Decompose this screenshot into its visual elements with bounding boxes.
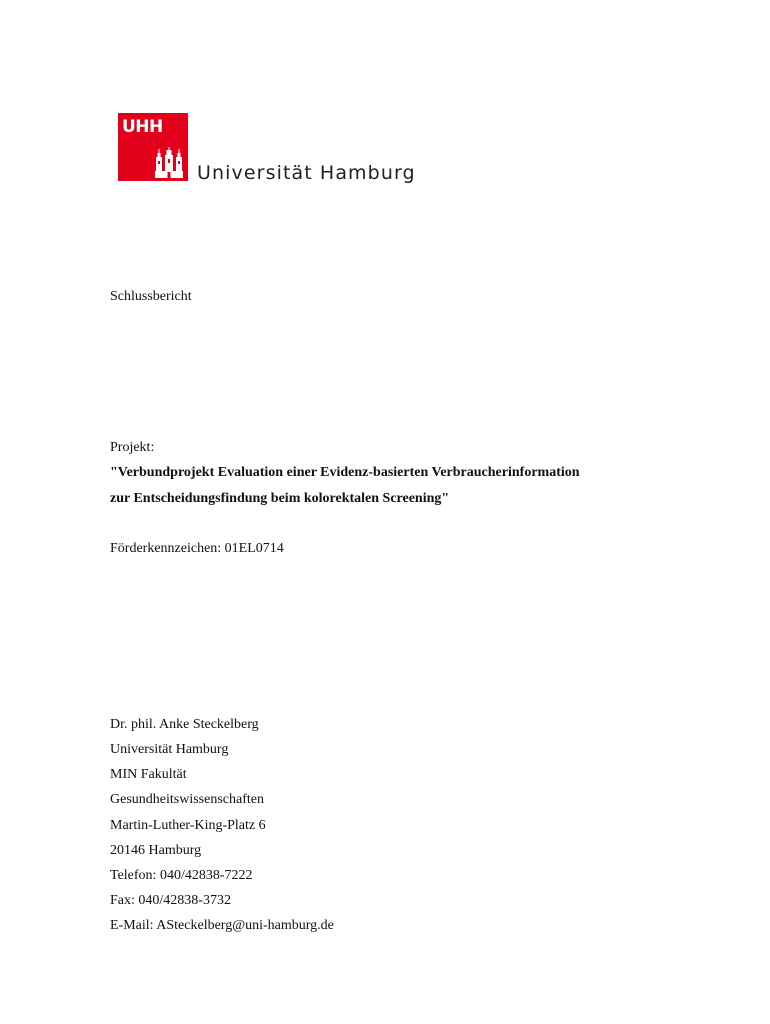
university-logo — [118, 113, 418, 188]
contact-university: Universität Hamburg — [110, 742, 229, 757]
hamburg-castle-icon — [154, 147, 184, 179]
project-title-line-2: zur Entscheidungsfindung beim kolorektalen Screening" — [110, 491, 450, 506]
report-type: Schlussbericht — [110, 289, 192, 304]
funding-code: Förderkennzeichen: 01EL0714 — [110, 541, 284, 556]
contact-street: Martin-Luther-King-Platz 6 — [110, 818, 266, 833]
contact-faculty: MIN Fakultät — [110, 767, 187, 782]
contact-city: 20146 Hamburg — [110, 843, 202, 858]
logo-abbrev: UHH — [122, 117, 163, 137]
contact-email[interactable]: E-Mail: ASteckelberg@uni-hamburg.de — [110, 918, 334, 933]
project-title-line-1: "Verbundprojekt Evaluation einer Evidenz-basierten Verbraucherinformation — [110, 465, 580, 480]
project-label: Projekt: — [110, 440, 155, 455]
contact-name: Dr. phil. Anke Steckelberg — [110, 717, 259, 732]
logo-wordmark: Universität Hamburg — [197, 162, 416, 184]
contact-department: Gesundheitswissenschaften — [110, 792, 264, 807]
contact-fax: Fax: 040/42838-3732 — [110, 893, 231, 908]
contact-phone: Telefon: 040/42838-7222 — [110, 868, 253, 883]
logo-red-square — [118, 113, 188, 181]
